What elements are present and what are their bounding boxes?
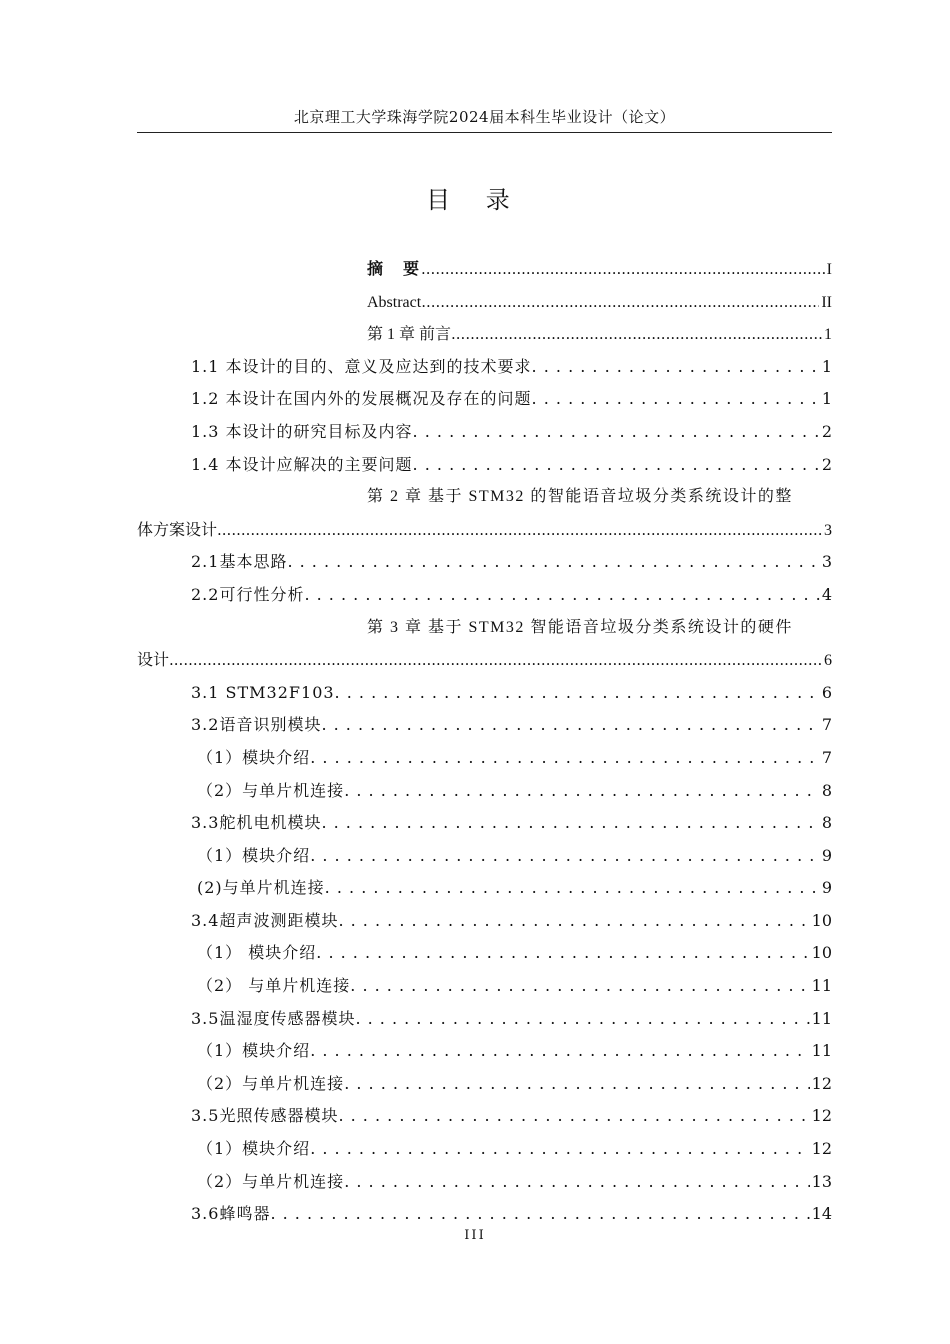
toc-entry-2-1[interactable] <box>137 546 832 579</box>
toc-page-number: 4 <box>821 584 832 604</box>
toc-entry-3-1[interactable] <box>137 677 832 710</box>
toc-entry-text: 3.6蜂鸣器 <box>191 1204 271 1224</box>
toc-entry-text: 设计 <box>137 652 170 670</box>
leader-dots <box>310 742 820 775</box>
toc-page-number: 11 <box>811 1008 832 1028</box>
toc-entry-text: 2.2可行性分析 <box>191 584 305 604</box>
toc-entry-abstract-cn[interactable] <box>137 253 832 286</box>
leader-dots <box>413 416 820 449</box>
toc-entry-3-2-1[interactable] <box>137 742 832 775</box>
leader-dots <box>169 644 822 677</box>
leader-dots <box>287 546 819 579</box>
toc-entry-text: （2）与单片机连接 <box>197 1171 345 1191</box>
toc-entry-text: 摘 要 <box>367 261 422 278</box>
toc-page-number: 10 <box>811 910 832 930</box>
toc-page-number: 1 <box>821 356 832 376</box>
toc-page-number: 8 <box>821 780 832 800</box>
toc-entry-text: 1.4 本设计应解决的主要问题 <box>191 454 413 474</box>
toc-entry-text: 2.1基本思路 <box>191 552 288 572</box>
toc-entry-text: （1）模块介绍 <box>197 845 311 865</box>
toc-entry-3-3[interactable] <box>137 807 832 840</box>
toc-entry-text: 1.2 本设计在国内外的发展概况及存在的问题 <box>191 389 532 409</box>
toc-entry-text: （1）模块介绍 <box>197 1139 311 1159</box>
toc-page-number: 11 <box>811 976 832 996</box>
toc-page-number: 6 <box>821 682 832 702</box>
toc-entry-3-5[interactable] <box>137 1003 832 1036</box>
toc-page-number: 3 <box>821 552 832 572</box>
leader-dots <box>350 970 809 1003</box>
toc-entry-1-4[interactable] <box>137 449 832 482</box>
leader-dots <box>355 1003 809 1036</box>
toc-entry-text: Abstract <box>367 293 422 311</box>
toc-entry-text: 体方案设计 <box>137 521 218 539</box>
leader-dots <box>344 1166 809 1199</box>
leader-dots <box>413 449 820 482</box>
toc-page-number: 10 <box>811 943 832 963</box>
toc-page-number: 13 <box>811 1171 832 1191</box>
toc-entry-2-2[interactable] <box>137 579 832 612</box>
toc-entry-text: 第 1 章 前言 <box>367 326 452 344</box>
toc-entry-3-2-2[interactable] <box>137 775 832 808</box>
toc-entry-chapter-2-line2[interactable] <box>137 514 832 547</box>
toc-entry-text: (2)与单片机连接 <box>197 878 325 898</box>
toc-entry-3-5-light-1[interactable] <box>137 1133 832 1166</box>
toc-page-number: 6 <box>824 652 832 670</box>
toc-entry-text: （2）与单片机连接 <box>197 780 345 800</box>
toc-entry-3-4-1[interactable] <box>137 937 832 970</box>
toc-entry-3-4[interactable] <box>137 905 832 938</box>
toc-entry-chapter-1[interactable] <box>137 318 832 351</box>
toc-page-number: 12 <box>811 1106 832 1126</box>
toc-page-number: 9 <box>821 878 832 898</box>
leader-dots <box>451 318 822 351</box>
toc-entry-3-5-light-2[interactable] <box>137 1166 832 1199</box>
leader-dots <box>316 937 809 970</box>
toc-entry-1-2[interactable] <box>137 383 832 416</box>
toc-entry-text: （1）模块介绍 <box>197 1041 311 1061</box>
toc-entry-3-6[interactable] <box>137 1198 832 1231</box>
leader-dots <box>338 905 809 938</box>
leader-dots <box>344 1068 809 1101</box>
toc-page-number: 7 <box>821 715 832 735</box>
leader-dots <box>321 807 819 840</box>
leader-dots <box>338 1100 809 1133</box>
leader-dots <box>321 709 819 742</box>
toc-entry-chapter-3-line1[interactable]: 第 3 章 基于 STM32 智能语音垃圾分类系统设计的硬件 <box>367 618 793 636</box>
toc-page-number: 14 <box>811 1204 832 1224</box>
toc-entry-text: 3.3舵机电机模块 <box>191 813 322 833</box>
toc-entry-3-4-2[interactable] <box>137 970 832 1003</box>
leader-dots <box>217 514 822 547</box>
toc-entry-text: 1.1 本设计的目的、意义及应达到的技术要求 <box>191 356 532 376</box>
toc-entry-1-3[interactable] <box>137 416 832 449</box>
toc-entry-text: （2） 与单片机连接 <box>197 976 351 996</box>
toc-entry-text: 3.5温湿度传感器模块 <box>191 1008 356 1028</box>
toc-entry-text: 1.3 本设计的研究目标及内容 <box>191 421 413 441</box>
toc-entry-3-2[interactable] <box>137 709 832 742</box>
toc-page-number: 12 <box>811 1073 832 1093</box>
leader-dots <box>421 253 825 286</box>
toc-entry-text: 3.4超声波测距模块 <box>191 910 339 930</box>
toc-entry-text: 3.2语音识别模块 <box>191 715 322 735</box>
toc-title: 目 录 <box>426 186 524 214</box>
toc-page-number: 7 <box>821 747 832 767</box>
leader-dots <box>304 579 819 612</box>
toc-page-number: 11 <box>811 1041 832 1061</box>
leader-dots <box>325 872 820 905</box>
leader-dots <box>532 351 820 384</box>
toc-entry-abstract-en[interactable] <box>137 286 832 319</box>
toc-entry-1-1[interactable] <box>137 351 832 384</box>
toc-page-number: 2 <box>821 421 832 441</box>
toc-page-number: 1 <box>824 326 832 344</box>
table-of-contents <box>137 253 832 1231</box>
toc-page-number: 8 <box>821 813 832 833</box>
page-number: III <box>464 1228 486 1243</box>
leader-dots <box>421 286 819 319</box>
leader-dots <box>344 775 820 808</box>
toc-page-number: II <box>821 293 832 311</box>
toc-entry-text: （2）与单片机连接 <box>197 1073 345 1093</box>
toc-entry-3-5-1[interactable] <box>137 1035 832 1068</box>
toc-page-number: 2 <box>821 454 832 474</box>
toc-entry-chapter-2-line1[interactable]: 第 2 章 基于 STM32 的智能语音垃圾分类系统设计的整 <box>367 488 793 506</box>
toc-page-number: 12 <box>811 1139 832 1159</box>
leader-dots <box>310 1133 809 1166</box>
toc-page-number: 3 <box>824 521 832 539</box>
leader-dots <box>532 383 820 416</box>
toc-page-number: I <box>826 261 832 278</box>
toc-page-number: 1 <box>821 389 832 409</box>
leader-dots <box>310 840 820 873</box>
leader-dots <box>310 1035 809 1068</box>
leader-dots <box>335 677 820 710</box>
toc-entry-3-5-light[interactable] <box>137 1100 832 1133</box>
toc-entry-3-3-2[interactable] <box>137 872 832 905</box>
toc-entry-text: （1） 模块介绍 <box>197 943 317 963</box>
page-header: 北京理工大学珠海学院2024届本科生毕业设计（论文） <box>137 106 832 133</box>
toc-entry-3-5-2[interactable] <box>137 1068 832 1101</box>
leader-dots <box>270 1198 809 1231</box>
toc-page-number: 9 <box>821 845 832 865</box>
toc-entry-text: （1）模块介绍 <box>197 747 311 767</box>
toc-entry-text: 3.5光照传感器模块 <box>191 1106 339 1126</box>
toc-entry-chapter-3-line2[interactable] <box>137 644 832 677</box>
toc-entry-text: 3.1 STM32F103 <box>191 682 335 702</box>
toc-entry-3-3-1[interactable] <box>137 840 832 873</box>
